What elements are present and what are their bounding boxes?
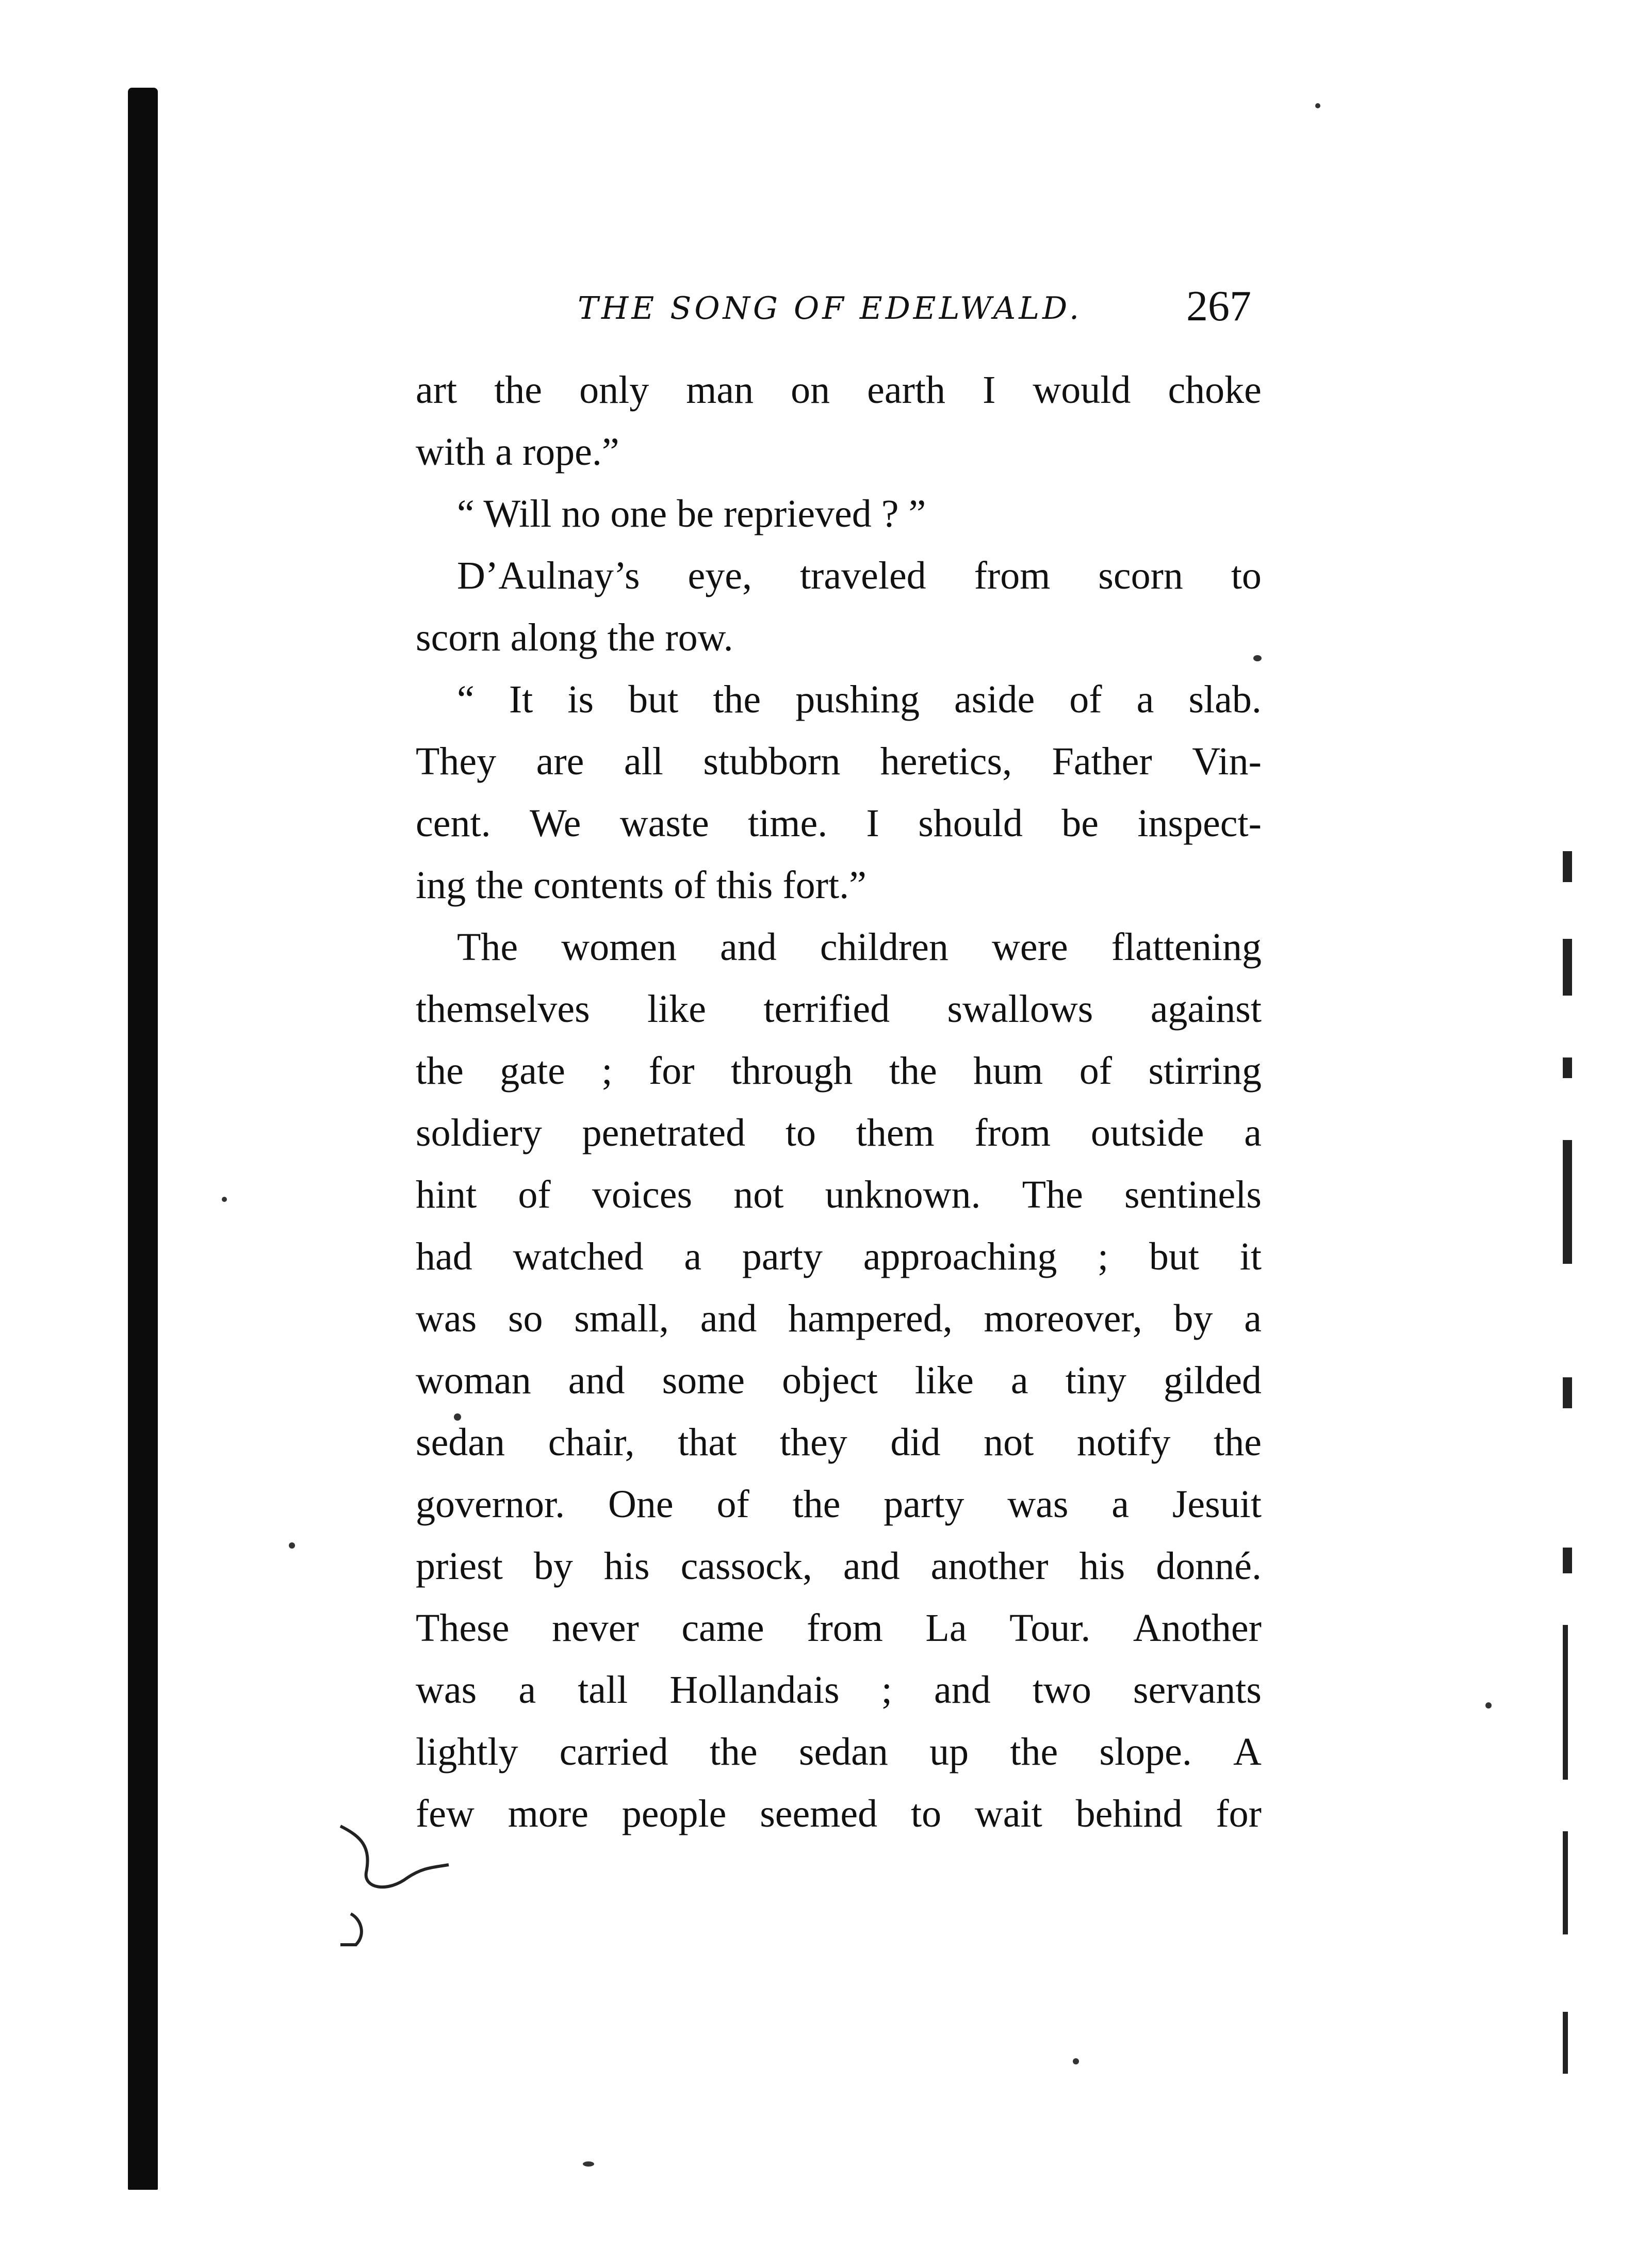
word: tall (578, 1668, 628, 1712)
word: by (1173, 1297, 1213, 1340)
word: tiny (1065, 1359, 1126, 1402)
ink-speck (1073, 2058, 1079, 2064)
ink-speck (289, 1542, 295, 1549)
word: two (1032, 1668, 1091, 1712)
text-line (416, 545, 1262, 607)
word: all (624, 740, 663, 783)
word: another (930, 1544, 1049, 1588)
line-text: “ Will no one be reprieved ? ” (457, 492, 926, 535)
word: penetrated (582, 1111, 746, 1154)
word: and (568, 1359, 625, 1402)
text-line (416, 1783, 1262, 1845)
word: carried (559, 1730, 668, 1773)
line-text: with a rope.” (416, 430, 619, 474)
scan-mark (1563, 939, 1572, 996)
word: servants (1133, 1668, 1262, 1712)
word: hint (416, 1173, 477, 1216)
word: a (684, 1235, 702, 1278)
word: D’Aulnay’s (457, 554, 640, 597)
text-line (416, 978, 1262, 1040)
word: the (494, 368, 543, 412)
word: Another (1133, 1606, 1262, 1650)
word: like (914, 1359, 974, 1402)
page-header (413, 281, 1289, 333)
scan-mark (1563, 2012, 1568, 2074)
word: traveled (799, 554, 926, 597)
word: of (1079, 1049, 1112, 1093)
word: the (1214, 1421, 1262, 1464)
word: art (416, 368, 457, 412)
word: few (416, 1792, 475, 1835)
word: a (1010, 1359, 1028, 1402)
word: inspect- (1137, 802, 1262, 845)
word: man (686, 368, 754, 412)
word: ; (601, 1049, 613, 1093)
word: stirring (1148, 1049, 1262, 1093)
text-line (416, 854, 1262, 916)
text-line (416, 1535, 1262, 1597)
ink-speck (1253, 655, 1262, 661)
word: it (1239, 1235, 1262, 1278)
word: and (843, 1544, 900, 1588)
edge-artifacts (1563, 851, 1583, 2141)
word: We (529, 802, 581, 845)
word: ; (881, 1668, 892, 1712)
word: was (1007, 1483, 1069, 1526)
word: and (700, 1297, 757, 1340)
word: by (533, 1544, 573, 1588)
word: them (856, 1111, 935, 1154)
word: The (1022, 1173, 1083, 1216)
word: Jesuit (1172, 1483, 1262, 1526)
word: did (890, 1421, 941, 1464)
running-head: THE SONG OF EDELWALD. (578, 290, 1083, 327)
word: women (561, 925, 677, 969)
word: Hollandais (669, 1668, 840, 1712)
word: for (1216, 1792, 1262, 1835)
text-line (416, 1226, 1262, 1288)
word: came (681, 1606, 764, 1650)
word: a (1111, 1483, 1130, 1526)
line-text: ing the contents of this fort.” (416, 864, 866, 907)
pen-scribble (330, 1816, 464, 1950)
word: ; (1098, 1235, 1109, 1278)
word: be (1061, 802, 1099, 845)
word: was (416, 1668, 477, 1712)
ink-speck (222, 1197, 227, 1202)
scan-mark (1563, 851, 1572, 882)
word: his (1079, 1544, 1125, 1588)
word: through (730, 1049, 853, 1093)
text-line (416, 1040, 1262, 1102)
word: sedan (798, 1730, 888, 1773)
word: for (648, 1049, 695, 1093)
word: slope. (1099, 1730, 1192, 1773)
word: the (709, 1730, 758, 1773)
word: people (621, 1792, 727, 1835)
word: a (518, 1668, 536, 1712)
text-line (416, 421, 1262, 483)
word: swallows (947, 987, 1093, 1031)
scan-mark (1563, 1057, 1572, 1078)
word: hum (973, 1049, 1043, 1093)
word: only (579, 368, 649, 412)
word: waste (619, 802, 709, 845)
word: governor. (416, 1483, 565, 1526)
line-text: scorn along the row. (416, 616, 733, 659)
word: A (1233, 1730, 1262, 1773)
page-number: 267 (1186, 282, 1251, 330)
word: Vin- (1192, 740, 1262, 783)
text-line (416, 1721, 1262, 1783)
word: slab. (1188, 678, 1262, 721)
word: and (720, 925, 777, 969)
word: scorn (1098, 554, 1183, 597)
word: the (416, 1049, 464, 1093)
word: is (567, 678, 594, 721)
word: of (518, 1173, 551, 1216)
word: children (820, 925, 948, 969)
word: his (603, 1544, 650, 1588)
word: themselves (416, 987, 590, 1031)
word: a (1244, 1111, 1262, 1154)
word: against (1150, 987, 1262, 1031)
word: that (678, 1421, 737, 1464)
word: I (866, 802, 879, 845)
word: party (742, 1235, 823, 1278)
word: time. (748, 802, 828, 845)
word: from (974, 1111, 1051, 1154)
word: had (416, 1235, 472, 1278)
word: the (713, 678, 761, 721)
word: outside (1090, 1111, 1204, 1154)
word: aside (954, 678, 1035, 721)
word: of (716, 1483, 749, 1526)
word: soldiery (416, 1111, 542, 1154)
word: “ (457, 678, 475, 721)
word: but (628, 678, 679, 721)
word: not (733, 1173, 784, 1216)
scan-mark (1563, 1140, 1572, 1264)
word: eye, (688, 554, 753, 597)
word: donné. (1156, 1544, 1262, 1588)
word: moreover, (984, 1297, 1142, 1340)
ink-speck (454, 1413, 461, 1421)
word: sentinels (1124, 1173, 1262, 1216)
word: approaching (863, 1235, 1057, 1278)
word: stubborn (703, 740, 841, 783)
word: more (508, 1792, 588, 1835)
word: are (536, 740, 584, 783)
word: a (1136, 678, 1154, 721)
text-line (416, 1659, 1262, 1721)
word: to (910, 1792, 942, 1835)
word: hampered, (788, 1297, 953, 1340)
word: and (934, 1668, 991, 1712)
body-text (416, 359, 1262, 1881)
word: from (974, 554, 1051, 597)
word: a (1244, 1297, 1262, 1340)
text-line (416, 483, 1262, 545)
word: heretics, (880, 740, 1012, 783)
word: These (416, 1606, 510, 1650)
word: so (508, 1297, 543, 1340)
word: not (984, 1421, 1034, 1464)
text-line (416, 359, 1262, 421)
scan-mark (1563, 1377, 1572, 1408)
word: lightly (416, 1730, 518, 1773)
text-line (416, 1349, 1262, 1411)
word: sedan (416, 1421, 505, 1464)
word: were (991, 925, 1068, 969)
word: Tour. (1009, 1606, 1091, 1650)
word: from (807, 1606, 883, 1650)
word: would (1033, 368, 1131, 412)
word: on (791, 368, 830, 412)
word: cassock, (680, 1544, 812, 1588)
word: party (884, 1483, 964, 1526)
word: they (779, 1421, 847, 1464)
word: was (416, 1297, 477, 1340)
word: chair, (548, 1421, 635, 1464)
word: The (457, 925, 518, 969)
scan-mark (1563, 1548, 1572, 1573)
text-line (416, 916, 1262, 978)
scan-mark (1563, 1625, 1568, 1780)
word: I (983, 368, 996, 412)
word: behind (1075, 1792, 1183, 1835)
text-line (416, 1102, 1262, 1164)
word: the (792, 1483, 841, 1526)
word: unknown. (825, 1173, 981, 1216)
word: priest (416, 1544, 503, 1588)
word: They (416, 740, 497, 783)
binding-shadow-bar (128, 88, 158, 2190)
word: It (509, 678, 533, 721)
word: should (918, 802, 1023, 845)
word: woman (416, 1359, 531, 1402)
text-line (416, 607, 1262, 669)
ink-speck (1485, 1702, 1492, 1708)
text-line (416, 1164, 1262, 1226)
word: but (1149, 1235, 1200, 1278)
word: like (647, 987, 707, 1031)
word: gate (500, 1049, 565, 1093)
word: small, (574, 1297, 669, 1340)
word: La (925, 1606, 967, 1650)
word: to (1231, 554, 1262, 597)
text-line (416, 669, 1262, 730)
text-line (416, 792, 1262, 854)
word: notify (1076, 1421, 1171, 1464)
word: earth (867, 368, 946, 412)
word: pushing (795, 678, 920, 721)
text-line (416, 1411, 1262, 1473)
text-line (416, 1473, 1262, 1535)
word: seemed (760, 1792, 878, 1835)
ink-speck (1315, 103, 1320, 108)
word: Father (1052, 740, 1152, 783)
word: voices (592, 1173, 693, 1216)
word: of (1069, 678, 1102, 721)
text-line (416, 1597, 1262, 1659)
ink-speck (583, 2161, 594, 2167)
word: gilded (1163, 1359, 1262, 1402)
scan-mark (1563, 1831, 1568, 1934)
word: watched (513, 1235, 644, 1278)
word: object (782, 1359, 878, 1402)
word: the (889, 1049, 937, 1093)
word: cent. (416, 802, 491, 845)
word: to (785, 1111, 816, 1154)
word: some (662, 1359, 745, 1402)
word: wait (974, 1792, 1042, 1835)
word: choke (1168, 368, 1262, 412)
text-line (416, 730, 1262, 792)
word: flattening (1111, 925, 1262, 969)
word: never (552, 1606, 639, 1650)
word: the (1010, 1730, 1058, 1773)
text-line (416, 1288, 1262, 1349)
word: One (608, 1483, 674, 1526)
word: terrified (763, 987, 890, 1031)
word: up (929, 1730, 969, 1773)
